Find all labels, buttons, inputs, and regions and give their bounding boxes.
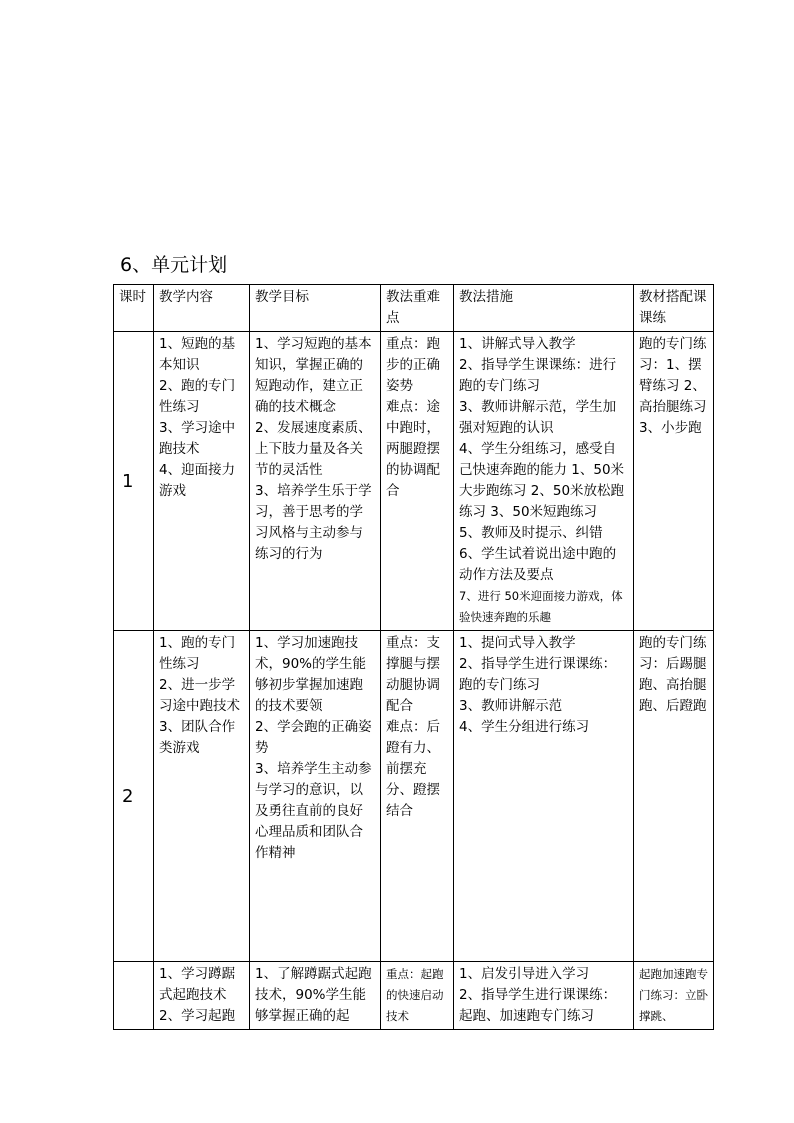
table-row: [114, 332, 714, 631]
measures-cell: [454, 962, 634, 1030]
table-row: [114, 631, 714, 962]
measure-item: 3、教师讲解示范: [459, 698, 563, 714]
section-title: 6、单元计划: [120, 254, 228, 276]
key-point-item: 重点：支撑腿与摆动腿协调配合: [386, 635, 440, 714]
key-point-item: 重点：起跑的快速启动技术: [386, 967, 444, 1023]
header-lesson: 课时: [114, 285, 154, 332]
goals-cell: [250, 332, 381, 631]
unit-plan-table: [113, 284, 714, 1030]
measure-item: 4、学生分组进行练习: [459, 719, 590, 735]
content-item: 1、短跑的基本知识: [159, 336, 236, 373]
measure-item: 1、提问式导入教学: [459, 635, 576, 651]
goal-item: 1、了解蹲踞式起跑技术，90%学生能够掌握正确的起: [255, 966, 372, 1024]
goal-item: 1、学习短跑的基本知识，掌握正确的短跑动作，建立正确的技术概念: [255, 336, 372, 415]
content-cell: [154, 962, 250, 1030]
measure-item: 2、指导学生课课练：进行跑的专门练习: [459, 357, 617, 394]
key-points-cell: [381, 962, 454, 1030]
header-goals: 教学目标: [250, 285, 381, 332]
measure-item: 2、指导学生进行课课练：起跑、加速跑专门练习: [459, 987, 617, 1024]
content-item: 1、跑的专门性练习: [159, 635, 236, 672]
key-point-item: 重点：跑步的正确姿势: [386, 336, 440, 394]
measure-item: 1、启发引导进入学习: [459, 966, 590, 982]
drills-cell: [634, 332, 714, 631]
header-key-points: 教法重难点: [381, 285, 454, 332]
measure-item: 6、学生试着说出途中跑的动作方法及要点: [459, 546, 617, 583]
content-item: 4、迎面接力游戏: [159, 462, 236, 499]
goal-item: 3、培养学生主动参与学习的意识，以及勇往直前的良好心理品质和团队合作精神: [255, 761, 372, 861]
table-header-row: [114, 285, 714, 332]
content-cell: [154, 332, 250, 631]
goals-cell: [250, 962, 381, 1030]
drill-item: 3、小步跑: [639, 420, 702, 436]
header-measures: 教法措施: [454, 285, 634, 332]
drill-item: 跑的专门练习：后踢腿跑、高抬腿跑、后蹬跑: [639, 635, 707, 714]
goal-item: 2、学会跑的正确姿势: [255, 719, 372, 756]
header-drills: 教材搭配课课练: [634, 285, 714, 332]
measure-item: 7、进行 50米迎面接力游戏，体验快速奔跑的乐趣: [459, 589, 623, 624]
measure-item: 3、教师讲解示范，学生加强对短跑的认识: [459, 399, 617, 436]
measure-item: 1、讲解式导入教学: [459, 336, 576, 352]
drill-item: 起跑加速跑专门练习：立卧撑跳、: [639, 967, 708, 1023]
goal-item: 2、发展速度素质、上下肢力量及各关节的灵活性: [255, 420, 372, 478]
measure-item: 5、教师及时提示、纠错: [459, 525, 603, 541]
lesson-number: 1: [114, 332, 154, 631]
measure-item: 2、指导学生进行课课练：跑的专门练习: [459, 656, 617, 693]
lesson-number: 2: [114, 631, 154, 962]
goals-cell: [250, 631, 381, 962]
content-item: 1、学习蹲踞式起跑技术: [159, 966, 236, 1003]
table-row: [114, 962, 714, 1030]
drills-cell: [634, 962, 714, 1030]
measure-item: 4、学生分组练习，感受自己快速奔跑的能力 1、50米大步跑练习 2、50米放松跑练习 3、50米短跑练习: [459, 441, 625, 520]
goal-item: 3、培养学生乐于学习，善于思考的学习风格与主动参与练习的行为: [255, 483, 372, 562]
key-points-cell: [381, 332, 454, 631]
content-item: 2、学习起跑: [159, 1008, 236, 1024]
key-point-item: 难点：后蹬有力、前摆充分、蹬摆结合: [386, 719, 440, 819]
key-points-cell: [381, 631, 454, 962]
measures-cell: [454, 332, 634, 631]
content-item: 2、跑的专门性练习: [159, 378, 236, 415]
measures-cell: [454, 631, 634, 962]
content-item: 2、进一步学习途中跑技术: [159, 677, 240, 714]
content-item: 3、团队合作类游戏: [159, 719, 236, 756]
header-content: 教学内容: [154, 285, 250, 332]
key-point-item: 难点：途中跑时，两腿蹬摆的协调配合: [386, 399, 440, 499]
content-item: 3、学习途中跑技术: [159, 420, 236, 457]
goal-item: 1、学习加速跑技术，90%的学生能够初步掌握加速跑的技术要领: [255, 635, 367, 714]
lesson-number: [114, 962, 154, 1030]
content-cell: [154, 631, 250, 962]
drill-item: 跑的专门练习：1、摆臂练习 2、高抬腿练习: [639, 336, 707, 415]
drills-cell: [634, 631, 714, 962]
